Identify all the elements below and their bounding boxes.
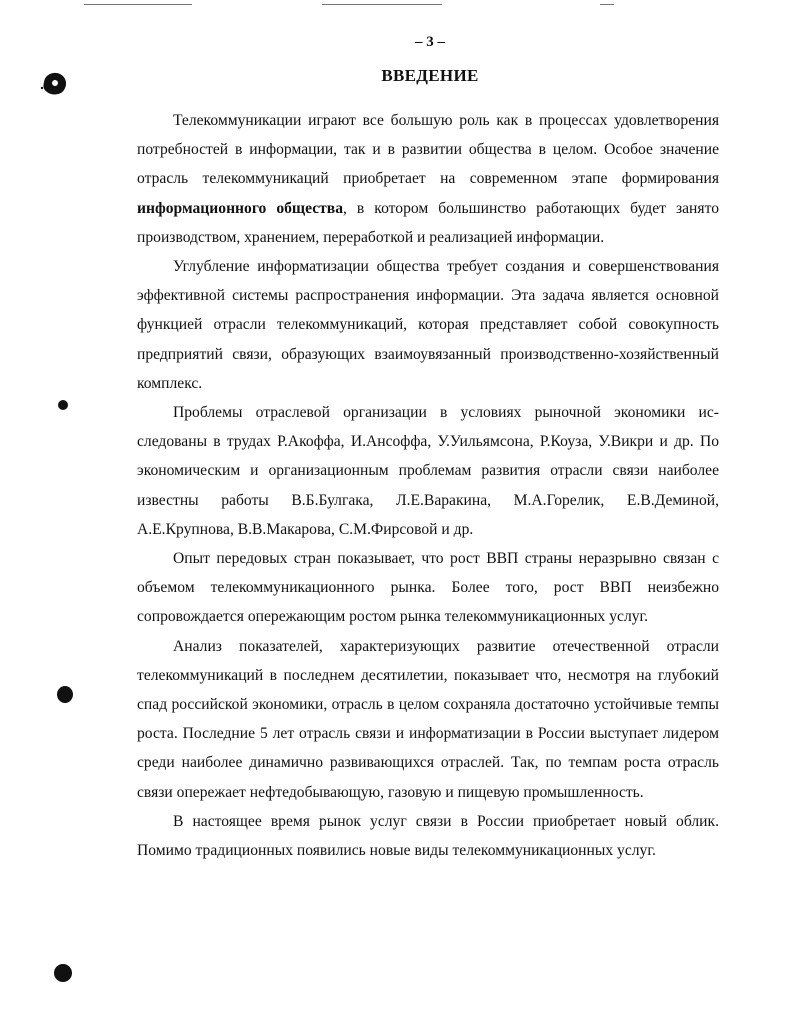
scan-artifact-line xyxy=(322,4,442,5)
paragraph: Углубление информатизации общества требует создания и совершенствования эффективной системы распространения информации. Эта задача является основной функцией отрасли телекоммуникаций, которая представляет собой совокупность предприятий связи, образующих взаимоувязанный производственно-хозяйственный комплекс. xyxy=(137,258,719,392)
scan-artifact-line xyxy=(84,4,192,5)
page-number: – 3 – xyxy=(415,34,445,50)
document-body xyxy=(137,106,719,865)
paragraph: Проблемы отраслевой организации в условиях рыночной экономики исследованы в трудах Р.Акоффа, И.Ансоффа, У.Уильямсона, Р.Коуза, У.Викри и др. По экономическим и организационным проблемам развития отрасли связи наиболее известны работы В.Б.Булгака, Л.Е.Варакина, М.А.Горелик, Е.В.Деминой, А.Е.Крупнова, В.В.Макарова, С.М.Фирсовой и др. xyxy=(137,404,719,538)
paragraph: Анализ показателей, характеризующих развитие отечественной отрасли телекоммуникаций в последнем десятилетии, показывает что, несмотря на глубокий спад российской экономики, отрасль в целом сохраняла достаточно устойчивые темпы роста. Последние 5 лет отрасль связи и информатизации в России выступает лидером среди наиболее динамично развивающихся отраслей. Так, по темпам роста отрасль связи опережает нефтедобывающую, газовую и пищевую промышленность. xyxy=(137,637,719,801)
paragraph xyxy=(137,106,719,252)
page-title: ВВЕДЕНИЕ xyxy=(381,66,479,85)
emphasized-term: информационного общества xyxy=(137,199,344,217)
paragraph-text: Телекоммуникации играют все большую роль как в процессах удовлетворения потребностей в информации, так и в развитии общества в целом. Особое значение отрасль телекоммуникаций приобретает на современном этапе формирования xyxy=(137,112,719,188)
binding-hole-icon xyxy=(57,686,73,703)
binding-hole-icon xyxy=(58,400,68,410)
binding-hole-icon xyxy=(54,964,72,982)
scan-artifact-line xyxy=(600,4,614,5)
paragraph: Опыт передовых стран показывает, что рост ВВП страны неразрывно связан с объемом телекоммуникационного рынка. Более того, рост ВВП неизбежно сопровождается опережающим ростом рынка телекоммуникационных услуг. xyxy=(137,550,719,626)
paragraph-text: , в котором большинство работающих будет занято производством, хранением, переработкой и реализацией информации. xyxy=(137,199,719,246)
paragraph: В настоящее время рынок услуг связи в России приобретает новый облик. Помимо традиционных появились новые виды телекоммуникационных услуг. xyxy=(137,812,719,860)
